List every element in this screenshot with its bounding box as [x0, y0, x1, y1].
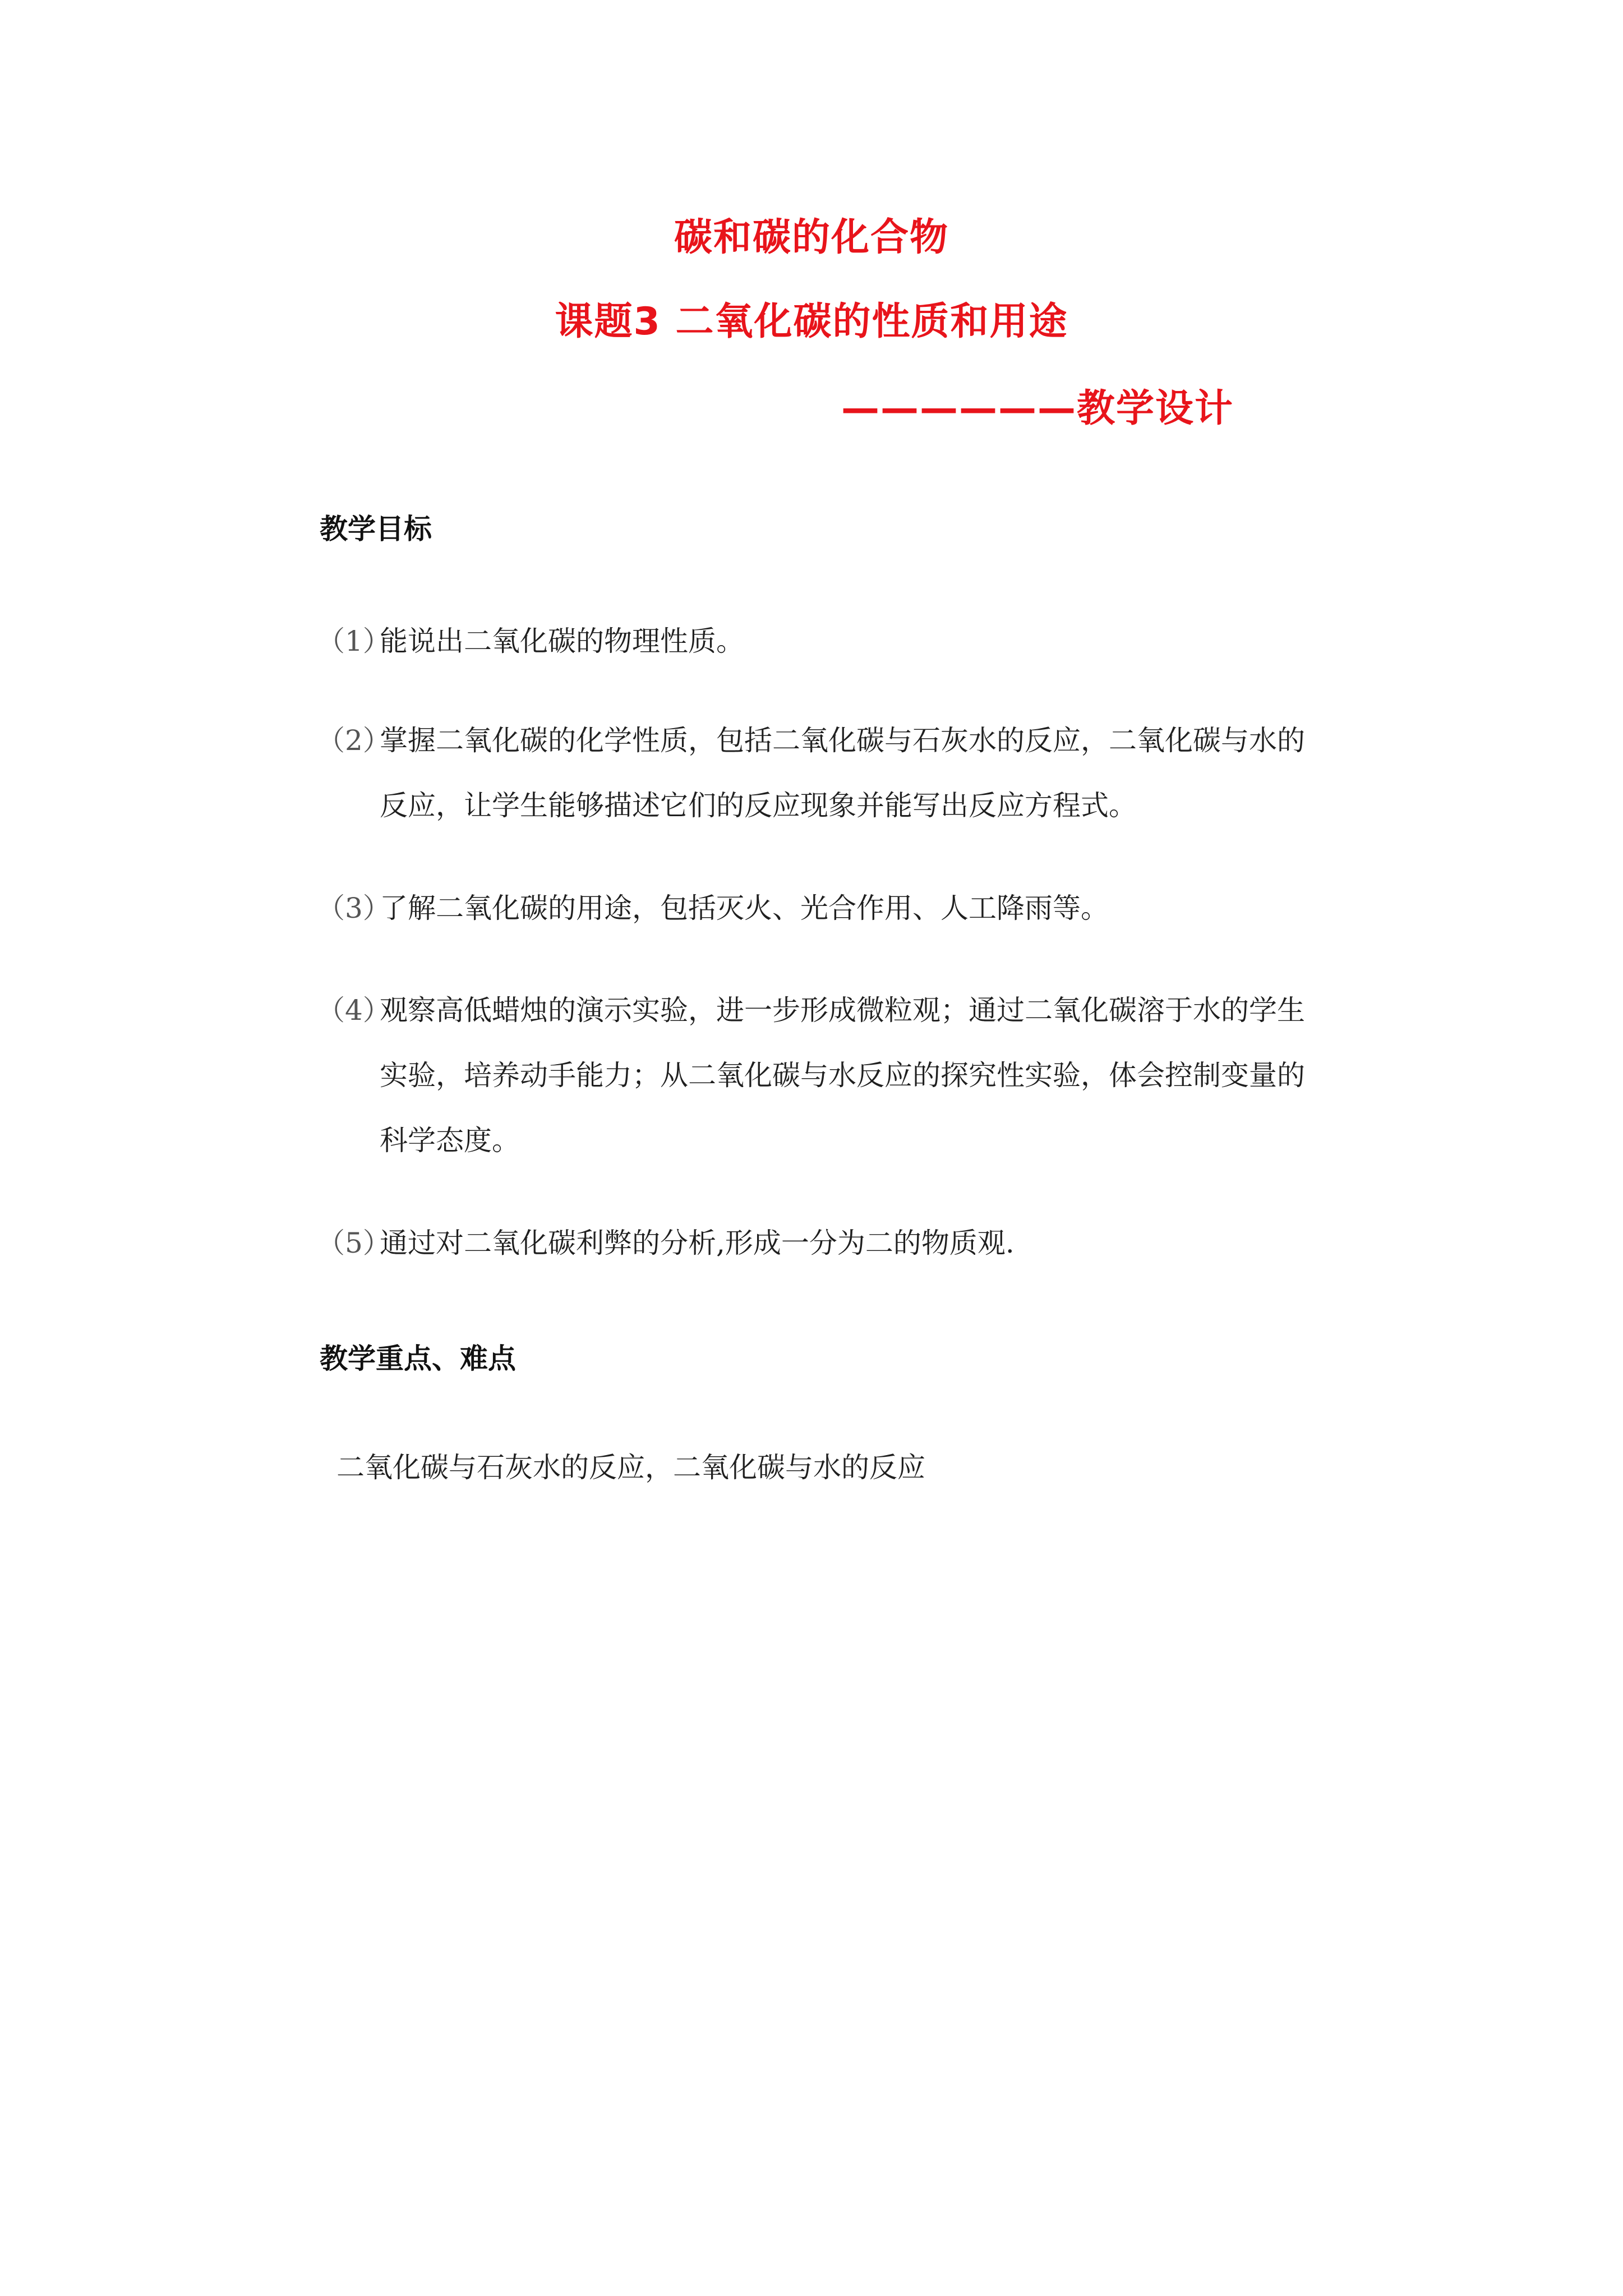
section-heading-goals: 教学目标: [320, 513, 432, 545]
focus-text: 二氧化碳与石灰水的反应，二氧化碳与水的反应: [336, 1451, 925, 1484]
document-subtitle: 课题3 二氧化碳的性质和用途: [555, 300, 1068, 344]
goal-number: （5）: [317, 1227, 391, 1259]
goal-item-3: [317, 876, 1371, 941]
goal-item-5: [317, 1211, 1371, 1276]
goal-item-1: [317, 609, 1371, 674]
goal-text: 通过对二氧化碳利弊的分析,形成一分为二的物质观.: [380, 1227, 1015, 1259]
document-title: 碳和碳的化合物: [674, 215, 949, 260]
goal-number: （2）: [317, 724, 391, 757]
goal-text: 观察高低蜡烛的演示实验，进一步形成微粒观；通过二氧化碳溶于水的学生: [380, 994, 1305, 1027]
goal-text: 了解二氧化碳的用途，包括灭火、光合作用、人工降雨等。: [380, 892, 1109, 924]
goal-item-2: [317, 708, 1371, 838]
section-heading-focus: 教学重点、难点: [320, 1342, 516, 1375]
goal-text: 能说出二氧化碳的物理性质。: [380, 625, 744, 657]
goal-number: （4）: [317, 994, 391, 1027]
goal-text-continued: 科学态度。: [380, 1124, 520, 1157]
goal-text: 掌握二氧化碳的化学性质，包括二氧化碳与石灰水的反应，二氧化碳与水的: [380, 724, 1305, 757]
goal-number: （3）: [317, 892, 391, 924]
goal-text-continued: 反应，让学生能够描述它们的反应现象并能写出反应方程式。: [380, 789, 1137, 822]
design-label: ——————教学设计: [841, 386, 1234, 431]
goal-item-4: [317, 978, 1371, 1173]
goal-text-continued: 实验，培养动手能力；从二氧化碳与水反应的探究性实验，体会控制变量的: [380, 1059, 1305, 1092]
goal-number: （1）: [317, 625, 391, 657]
